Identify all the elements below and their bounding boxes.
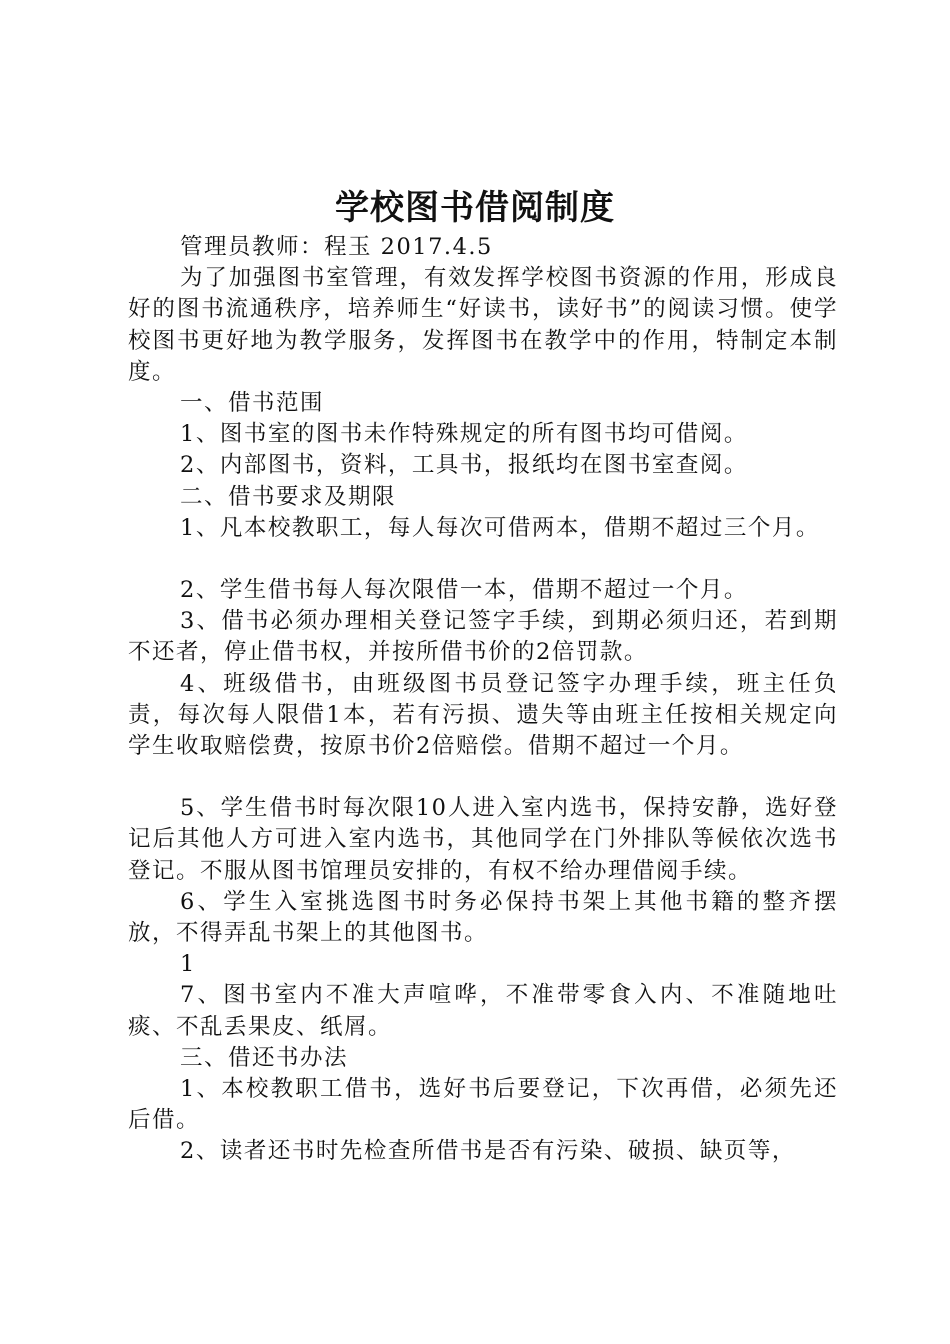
section3-item-1: 1、本校教职工借书，选好书后要登记，下次再借，必须先还后借。	[128, 1076, 838, 1134]
section3-item-2: 2、读者还书时先检查所借书是否有污染、破损、缺页等，	[180, 1138, 796, 1165]
section-heading-3: 三、借还书办法	[180, 1044, 349, 1071]
document-body	[128, 232, 838, 1168]
section2-item-5: 5、学生借书时每次限10人进入室内选书，保持安静，选好登记后其他人方可进入室内选书，其他同学在门外排队等候依次选书登记。不服从图书馆理员安排的，有权不给办理借阅手续。	[128, 795, 838, 884]
section2-item-1: 1、凡本校教职工，每人每次可借两本，借期不超过三个月。	[180, 514, 820, 541]
intro-paragraph: 为了加强图书室管理，有效发挥学校图书资源的作用，形成良好的图书流通秩序，培养师生“好读书，读好书”的阅读习惯。使学校图书更好地为教学服务，发挥图书在教学中的作用，特制定本制度。	[128, 265, 838, 385]
author-line: 管理员教师：程玉 2017.4.5	[180, 234, 493, 260]
section2-item-7: 7、图书室内不准大声喧哗，不准带零食入内、不准随地吐痰、不乱丢果皮、纸屑。	[128, 982, 838, 1040]
section2-item-2: 2、学生借书每人每次限借一本，借期不超过一个月。	[180, 577, 748, 604]
section-heading-2: 二、借书要求及期限	[180, 483, 397, 510]
page-number: 1	[180, 951, 196, 978]
section2-item-6: 6、学生入室挑选图书时务必保持书架上其他书籍的整齐摆放，不得弄乱书架上的其他图书。	[128, 888, 838, 947]
document-title: 学校图书借阅制度	[335, 188, 615, 228]
section2-item-4: 4、班级借书，由班级图书员登记签字办理手续，班主任负责，每次每人限借1本，若有污损、遗失等由班主任按相关规定向学生收取赔偿费，按原书价2倍赔偿。借期不超过一个月。	[128, 670, 838, 760]
section1-item-2: 2、内部图书，资料，工具书，报纸均在图书室查阅。	[180, 452, 748, 479]
section2-item-3: 3、借书必须办理相关登记签字手续，到期必须归还，若到期不还者，停止借书权，并按所借书价的2倍罚款。	[128, 608, 838, 666]
section1-item-1: 1、图书室的图书未作特殊规定的所有图书均可借阅。	[180, 421, 748, 448]
section-heading-1: 一、借书范围	[180, 390, 325, 417]
